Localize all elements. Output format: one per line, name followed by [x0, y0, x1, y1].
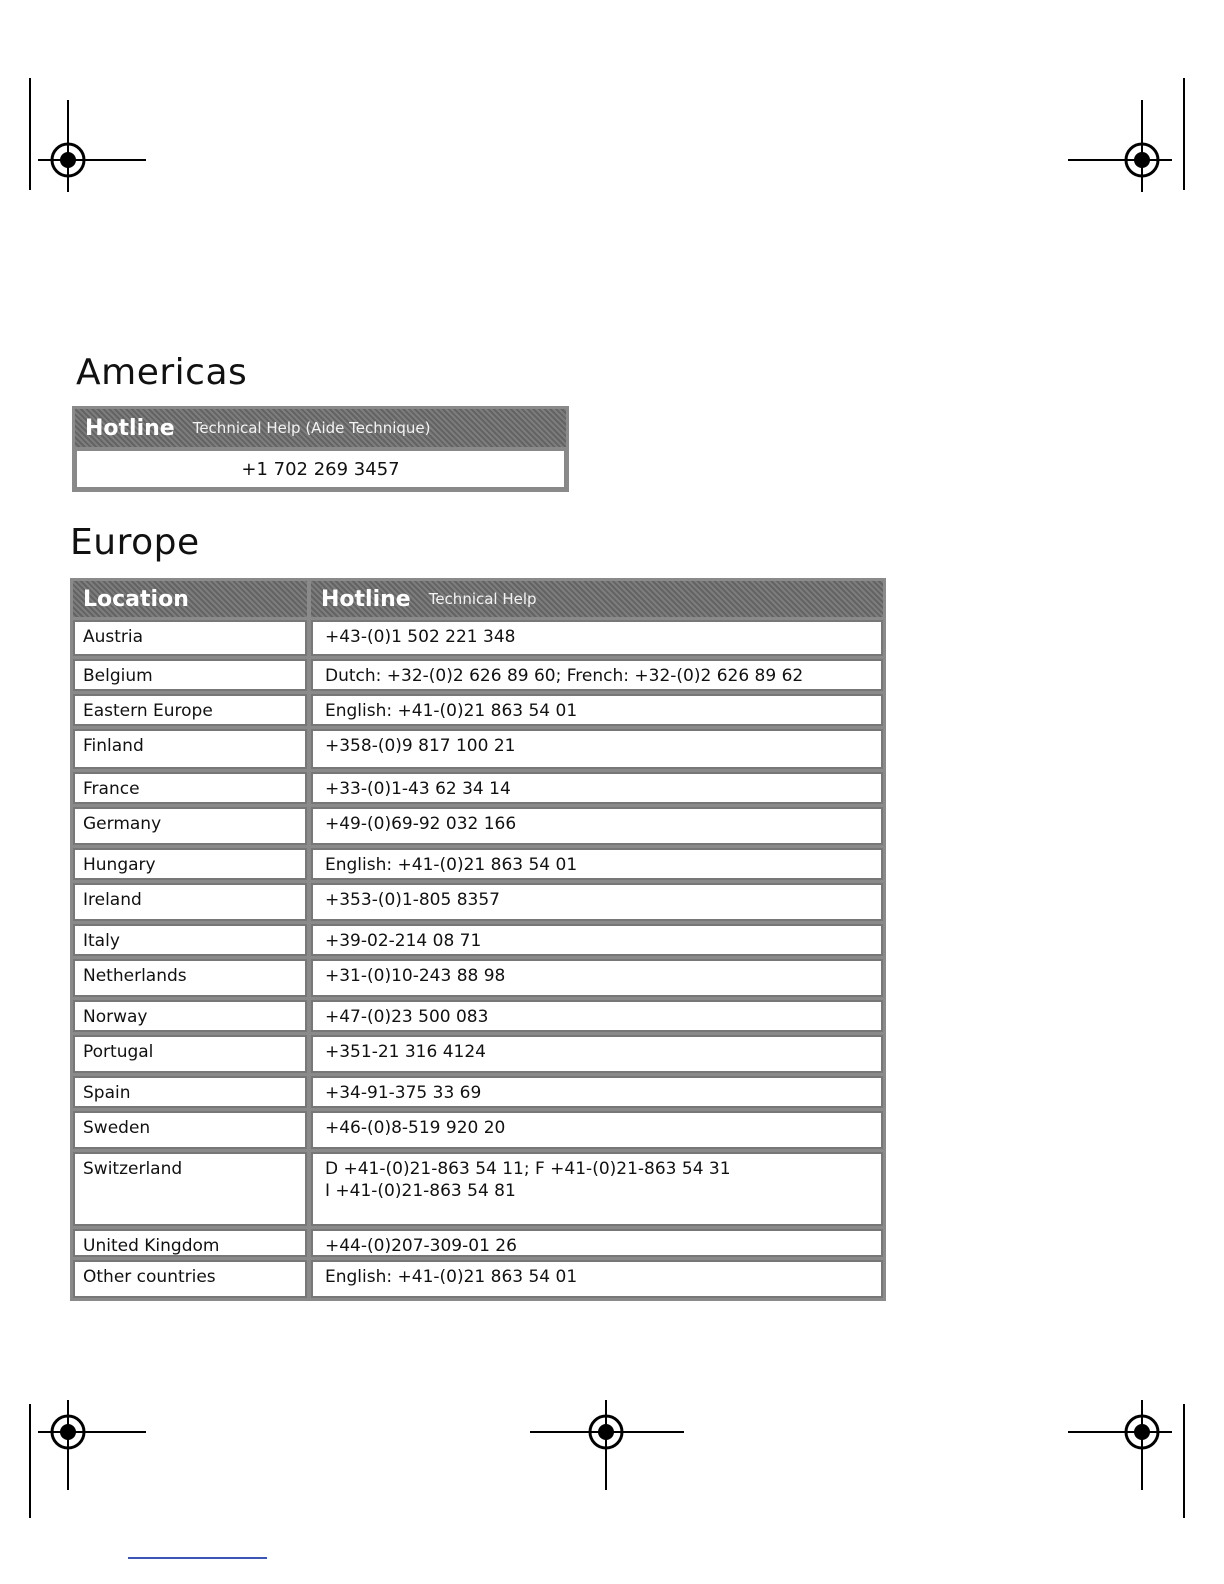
phone-cell	[311, 729, 883, 769]
location-cell: Other countries	[73, 1260, 307, 1298]
table-row	[73, 694, 883, 726]
phone-number: English: +41-(0)21 863 54 01	[325, 1267, 578, 1287]
phone-number: +46-(0)8-519 920 20	[325, 1118, 506, 1138]
table-row	[73, 883, 883, 921]
phone-cell	[311, 807, 883, 845]
location-cell: Portugal	[73, 1035, 307, 1073]
phone-cell	[311, 1000, 883, 1032]
phone-number: +44-(0)207-309-01 26	[325, 1236, 517, 1256]
phone-number: +43-(0)1 502 221 348	[325, 627, 516, 647]
location-cell: Belgium	[73, 659, 307, 691]
phone-cell	[311, 848, 883, 880]
phone-number: +353-(0)1-805 8357	[325, 890, 500, 910]
phone-number: +47-(0)23 500 083	[325, 1007, 489, 1027]
location-cell: Eastern Europe	[73, 694, 307, 726]
location-cell: France	[73, 772, 307, 804]
phone-number: English: +41-(0)21 863 54 01	[325, 701, 578, 721]
location-column-label: Location	[83, 586, 189, 612]
phone-number: +351-21 316 4124	[325, 1042, 486, 1062]
phone-cell	[311, 1152, 883, 1226]
crop-line	[29, 78, 31, 190]
phone-cell	[311, 659, 883, 691]
table-row	[73, 1260, 883, 1298]
location-cell: Spain	[73, 1076, 307, 1108]
americas-heading: Americas	[76, 352, 248, 393]
phone-cell	[311, 924, 883, 956]
americas-header-hotline: Hotline	[85, 415, 175, 441]
table-row	[73, 959, 883, 997]
registration-mark-icon	[38, 100, 148, 220]
location-cell: Austria	[73, 620, 307, 656]
phone-number: +358-(0)9 817 100 21	[325, 736, 516, 756]
table-row	[73, 924, 883, 956]
location-cell: Hungary	[73, 848, 307, 880]
phone-number: Dutch: +32-(0)2 626 89 60; French: +32-(0)2 626 89 62	[325, 666, 804, 686]
phone-cell	[311, 694, 883, 726]
europe-rows	[73, 620, 883, 1298]
table-row	[73, 1111, 883, 1149]
location-cell: Sweden	[73, 1111, 307, 1149]
americas-header	[75, 409, 566, 447]
crop-line	[29, 1404, 31, 1518]
table-row	[73, 1152, 883, 1226]
phone-cell	[311, 1111, 883, 1149]
phone-number-secondary: I +41-(0)21-863 54 81	[325, 1181, 516, 1201]
americas-phone: +1 702 269 3457	[75, 449, 566, 489]
phone-number: +34-91-375 33 69	[325, 1083, 482, 1103]
table-row	[73, 772, 883, 804]
phone-cell	[311, 1260, 883, 1298]
crop-line	[1183, 78, 1185, 190]
phone-number: +31-(0)10-243 88 98	[325, 966, 506, 986]
location-cell: Netherlands	[73, 959, 307, 997]
location-cell: Norway	[73, 1000, 307, 1032]
europe-header-hotline	[311, 581, 883, 617]
phone-cell	[311, 1035, 883, 1073]
table-row	[73, 1000, 883, 1032]
registration-mark-icon	[1068, 100, 1178, 220]
crop-line	[1183, 1404, 1185, 1518]
location-cell: Switzerland	[73, 1152, 307, 1226]
registration-mark-icon	[530, 1372, 686, 1492]
location-cell: Germany	[73, 807, 307, 845]
phone-cell	[311, 620, 883, 656]
footer-rule	[128, 1557, 267, 1559]
table-row	[73, 1035, 883, 1073]
location-cell: Ireland	[73, 883, 307, 921]
table-row	[73, 1076, 883, 1108]
americas-header-subtitle: Technical Help (Aide Technique)	[192, 419, 431, 437]
phone-cell	[311, 959, 883, 997]
table-row	[73, 620, 883, 656]
europe-heading: Europe	[70, 522, 200, 563]
table-row	[73, 848, 883, 880]
location-cell: Italy	[73, 924, 307, 956]
phone-cell	[311, 883, 883, 921]
phone-number: +49-(0)69-92 032 166	[325, 814, 517, 834]
location-cell: Finland	[73, 729, 307, 769]
table-row	[73, 659, 883, 691]
registration-mark-icon	[38, 1372, 148, 1492]
table-row	[73, 1229, 883, 1257]
hotline-column-subtitle: Technical Help	[428, 590, 537, 608]
europe-header-row	[73, 581, 883, 617]
phone-number: +39-02-214 08 71	[325, 931, 482, 951]
phone-number: English: +41-(0)21 863 54 01	[325, 855, 578, 875]
hotline-column-label: Hotline	[321, 586, 411, 612]
americas-hotline-table	[72, 406, 569, 492]
phone-number: D +41-(0)21-863 54 11; F +41-(0)21-863 54 31	[325, 1159, 731, 1179]
europe-hotline-table	[70, 578, 886, 1301]
table-row	[73, 807, 883, 845]
phone-cell	[311, 1076, 883, 1108]
location-cell: United Kingdom	[73, 1229, 307, 1257]
table-row	[73, 729, 883, 769]
phone-cell	[311, 772, 883, 804]
europe-header-location	[73, 581, 307, 617]
registration-mark-icon	[1068, 1372, 1178, 1492]
phone-cell	[311, 1229, 883, 1257]
phone-number: +33-(0)1-43 62 34 14	[325, 779, 511, 799]
